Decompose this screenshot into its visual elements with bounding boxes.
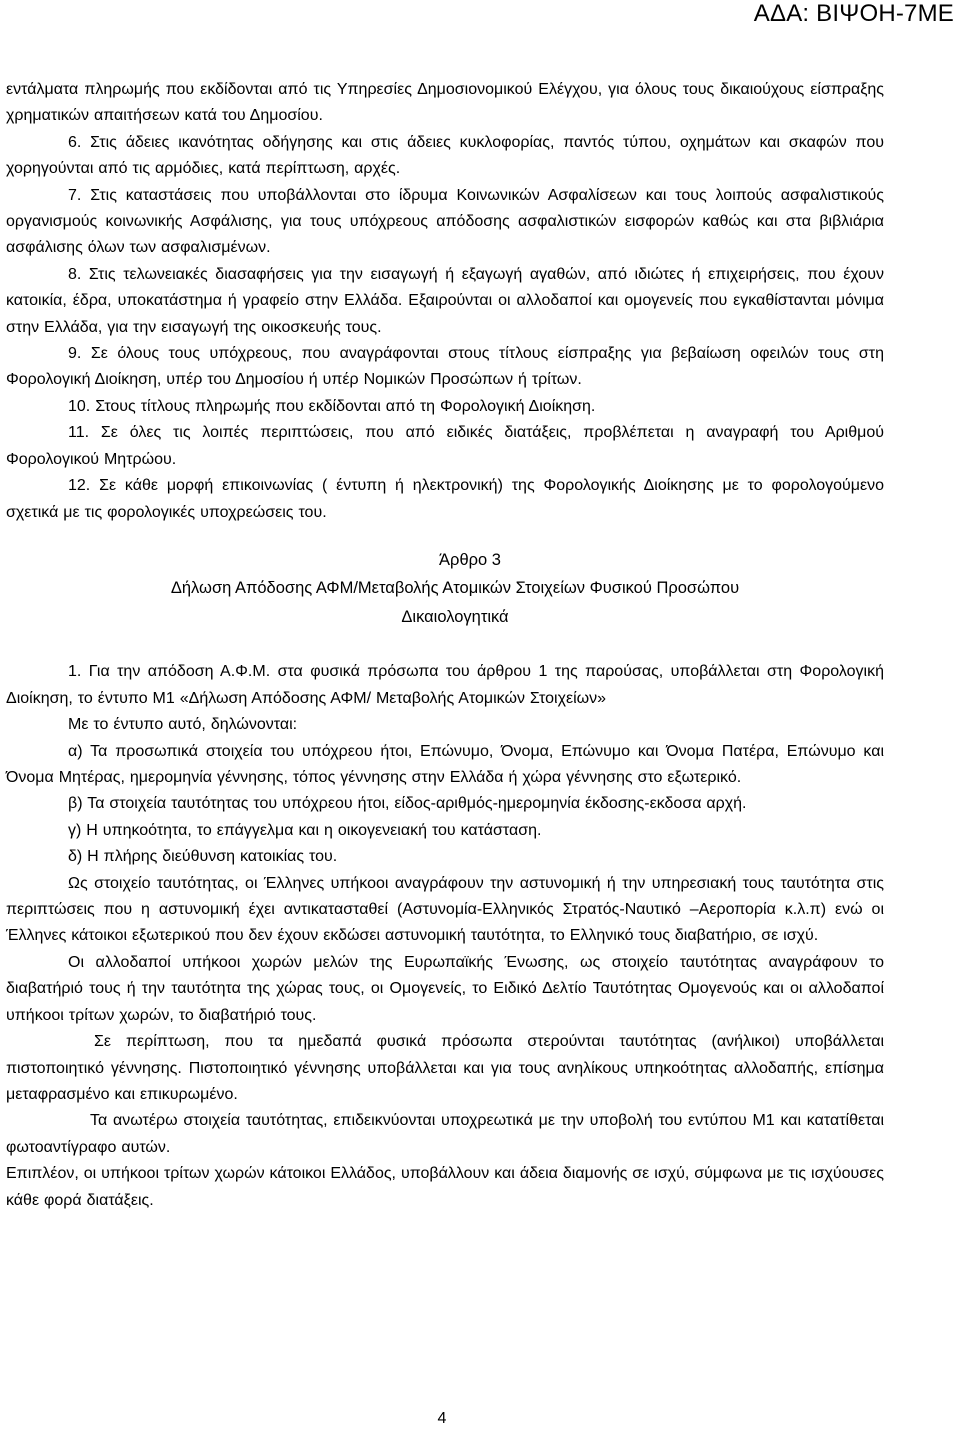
item-gamma: γ) Η υπηκοότητα, το επάγγελμα και η οικογενειακή του κατάσταση. (68, 821, 542, 839)
list-item-10: 10. Στους τίτλους πληρωμής που εκδίδονται από τη Φορολογική Διοίκηση. (68, 397, 596, 415)
document-body (6, 77, 884, 1214)
greek-citizens-paragraph: Ως στοιχείο ταυτότητας, οι Έλληνες υπήκοοι αναγράφουν την αστυνομική ή την υπηρεσιακή τους ταυτότητα στις περιπτώσεις που η αστυνομική έχει αντικατασταθεί (Αστυνομία-Ελληνικός Στρατός-Ναυτικό –Αεροπορία κ.λ.π) ενώ οι Έλληνες κάτοικοι εξωτερικού που δεν έχουν εκδώσει αστυνομική ταυτότητα, το Ελληνικό τους διαβατήριο, σε ισχύ. (6, 874, 884, 945)
identity-proof-paragraph: Τα ανωτέρω στοιχεία ταυτότητας, επιδεικνύονται υποχρεωτικά με την υποβολή του εντύπου Μ1 και κατατίθεται φωτοαντίγραφο αυτών. (6, 1112, 884, 1156)
minors-paragraph: Σε περίπτωση, που τα ημεδαπά φυσικά πρόσωπα στερούνται ταυτότητας (ανήλικοι) υποβάλλεται πιστοποιητικό γέννησης. Πιστοποιητικό γέννησης υποβάλλεται και για τους ανηλίκους υπηκοότητας αλλοδαπής, επίσημα μεταφρασμένο και επικυρωμένο. (6, 1033, 884, 1103)
list-item-8: 8. Στις τελωνειακές διασαφήσεις για την εισαγωγή ή εξαγωγή αγαθών, από ιδιώτες ή επιχειρήσεις, που έχουν κατοικία, έδρα, υποκατάστημα ή γραφείο στην Ελλάδα. Εξαιρούνται οι αλλοδαποί και ομογενείς που εγκαθίστανται μόνιμα στην Ελλάδα, για την εισαγωγή της οικοσκευής τους. (6, 265, 884, 336)
article-subtitle: Δικαιολογητικά (401, 607, 509, 626)
list-item-9: 9. Σε όλους τους υπόχρεους, που αναγράφονται στους τίτλους είσπραξης για βεβαίωση οφειλών τους στη Φορολογική Διοίκηση, υπέρ του Δημοσίου ή υπέρ Νομικών Προσώπων ή τρίτων. (6, 345, 884, 389)
additional-requirements-paragraph: Επιπλέον, οι υπήκοοι τρίτων χωρών κάτοικοι Ελλάδος, υποβάλλουν και άδεια διαμονής σε ισχύ, σύμφωνα με τις ισχύουσες κάθε φορά διατάξεις. (6, 1165, 884, 1209)
article-title: Δήλωση Απόδοσης ΑΦΜ/Μεταβολής Ατομικών Στοιχείων Φυσικού Προσώπου (170, 579, 740, 598)
paragraph-continuation: εντάλματα πληρωμής που εκδίδονται από τις Υπηρεσίες Δημοσιονομικού Ελέγχου, για όλους τους δικαιούχους είσπραξης χρηματικών απαιτήσεων κατά του Δημοσίου. (6, 81, 884, 125)
list-item-12: 12. Σε κάθε μορφή επικοινωνίας ( έντυπη ή ηλεκτρονική) της Φορολογικής Διοίκησης με το φορολογούμενο σχετικά με τις φορολογικές υποχρεώσεις του. (6, 477, 884, 521)
article-paragraph-1: 1. Για την απόδοση Α.Φ.Μ. στα φυσικά πρόσωπα του άρθρου 1 της παρούσας, υποβάλλεται στη Φορολογική Διοίκηση, το έντυπο Μ1 «Δήλωση Απόδοσης ΑΦΜ/ Μεταβολής Ατομικών Στοιχείων» (6, 663, 884, 707)
item-beta: β) Τα στοιχεία ταυτότητας του υπόχρεου ήτοι, είδος-αριθμός-ημερομηνία έκδοσης-εκδοσα αρχή. (68, 795, 747, 813)
item-alpha: α) Τα προσωπικά στοιχεία του υπόχρεου ήτοι, Επώνυμο, Όνομα, Επώνυμο και Όνομα Πατέρα, Επώνυμο και Όνομα Μητέρας, ημερομηνία γέννησης, τόπος γέννησης στην Ελλάδα ή χώρα γέννησης στο εξωτερικό. (6, 742, 884, 787)
list-item-11: 11. Σε όλες τις λοιπές περιπτώσεις, που από ειδικές διατάξεις, προβλέπεται η αναγραφή του Αριθμού Φορολογικού Μητρώου. (6, 424, 884, 468)
item-delta: δ) Η πλήρης διεύθυνση κατοικίας του. (68, 848, 338, 866)
declaration-intro: Με το έντυπο αυτό, δηλώνονται: (68, 716, 298, 734)
ada-code: ΑΔΑ: ΒΙΨΟΗ-7ΜΕ (753, 0, 954, 27)
eu-citizens-paragraph: Οι αλλοδαποί υπήκοοι χωρών μελών της Ευρωπαϊκής Ένωσης, ως στοιχείο ταυτότητας αναγράφουν το διαβατήριό τους ή την ταυτότητα της χώρας τους, οι Ομογενείς, το Ειδικό Δελτίο Ταυτότητας Ομογενούς και οι αλλοδαποί υπήκοοι τρίτων χωρών, το διαβατήριό τους. (6, 953, 884, 1024)
list-item-6: 6. Στις άδειες ικανότητας οδήγησης και στις άδειες κυκλοφορίας, παντός τύπου, οχημάτων και σκαφών που χορηγούνται από τις αρμόδιες, κατά περίπτωση, αρχές. (6, 133, 884, 178)
page-number: 4 (437, 1410, 447, 1427)
list-item-7: 7. Στις καταστάσεις που υποβάλλονται στο ίδρυμα Κοινωνικών Ασφαλίσεων και τους λοιπούς ασφαλιστικούς οργανισμούς κοινωνικής Ασφάλισης, για τους υπόχρεους απόδοσης ασφαλιστικών εισφορών καθώς και στα βιβλιάρια ασφάλισης όλων των ασφαλισμένων. (6, 186, 884, 257)
article-number: Άρθρο 3 (439, 550, 501, 569)
